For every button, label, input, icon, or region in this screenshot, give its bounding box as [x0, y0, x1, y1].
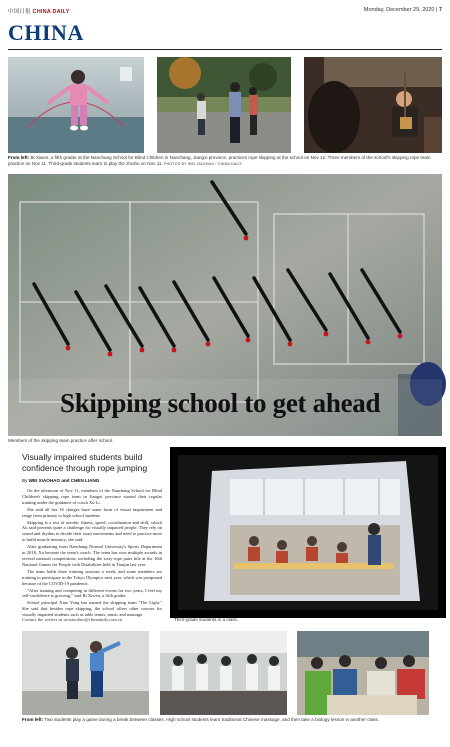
- masthead-date: Monday, December 29, 2020: [363, 7, 435, 13]
- article-paragraph: The team holds three training sessions a week, and some members are training to participate in the Tokyo Olympics next year, which was postponed because of the COVID-19 pandemic.: [22, 568, 162, 586]
- photo-zhuihu-class: [304, 57, 442, 153]
- bottom-caption-lead: From left:: [22, 717, 44, 722]
- masthead-right: Monday, December 29, 2020 | 7: [363, 7, 442, 13]
- masthead-left: [8, 7, 72, 15]
- bottom-caption: [22, 717, 432, 723]
- headline: Skipping school to get ahead: [60, 388, 381, 418]
- article-paragraph: "After training and competing in different events for two years, I feel my self-confidence is growing," said Bi Xiwen, a fifth grader.: [22, 587, 162, 599]
- subhead: Visually impaired students build confidence through rope jumping: [22, 452, 148, 473]
- photo-girl-skipping: [8, 57, 144, 153]
- byline-authors: WEI XIAOHAO and CHEN LIANG: [28, 478, 100, 483]
- article-paragraph: Skipping is a test of aerobic fitness, speed, coordination and skill, which Xu said presents quite a challenge for visually impaired people. They rely on sound and rhythm to decide their exact movements and need to practice more to build muscle memory, she said.: [22, 519, 162, 543]
- byline-prefix: By: [22, 478, 28, 483]
- masthead-paper: CHINA DAILY: [32, 9, 70, 15]
- section-rule: [8, 49, 442, 50]
- photo-team-practice: [157, 57, 291, 153]
- byline: [22, 478, 99, 483]
- page-number: 7: [438, 7, 442, 13]
- top-caption-credit: PHOTOS BY WEI XIAOHAO / CHINA DAILY: [164, 162, 243, 166]
- photo-break-game: [22, 631, 149, 715]
- bottom-caption-text: Two students play a game during a break between classes. High school students learn traditional Chinese massage, and then take a biology lesson in another class.: [44, 717, 379, 722]
- contact-line: Contact the writers at weixiaohao@chinadaily.com.cn: [22, 617, 123, 622]
- top-caption-text: Bi Xiwen, a fifth grader at the Nanchang School for Blind Children in Nanchang, Jiangxi province, practices rope skipping at the school on Nov 12. Three members of the school's skipping rope team practice on Nov 11. Third-grade students learn to play the zhuihu on Nov 11.: [8, 155, 431, 166]
- article-paragraph: On the afternoon of Nov 11, members of the Nanchang School for Blind Children's skipping rope team in Jiangxi province started their regular training under the guidance of coach Xu Li.: [22, 488, 162, 505]
- masthead-cn-label: 中国日报: [8, 9, 31, 15]
- section-title: CHINA: [8, 20, 84, 45]
- photo-classroom: [174, 451, 442, 614]
- article-paragraph: She said all her 16 charges have some form of visual impairment and range from primary to high school students.: [22, 506, 162, 518]
- photo-massage-class: [160, 631, 287, 715]
- article-paragraph: School principal Xiao Yong has named the skipping team "The Light." She said that besides rope skipping, the school offers other courses for visually impaired students such as table tennis, music and massage.: [22, 600, 162, 618]
- right-caption: Third-grade students in a class.: [174, 617, 239, 622]
- top-caption: [8, 155, 442, 167]
- article-body: [22, 488, 162, 618]
- photo-biology-lesson: [297, 631, 429, 715]
- top-caption-lead: From left:: [8, 155, 30, 160]
- masthead: [8, 6, 442, 16]
- main-caption: Members of the skipping team practice after school.: [8, 438, 114, 443]
- article-paragraph: After graduating from Nanchang Normal University's Sports Department in 2018, Xu became the team's coach. The team has won multiple awards in several national competitions, including the sixty-rope pairs title at the 10th National Games for People with Disabilities held in Tianjin last year.: [22, 544, 162, 567]
